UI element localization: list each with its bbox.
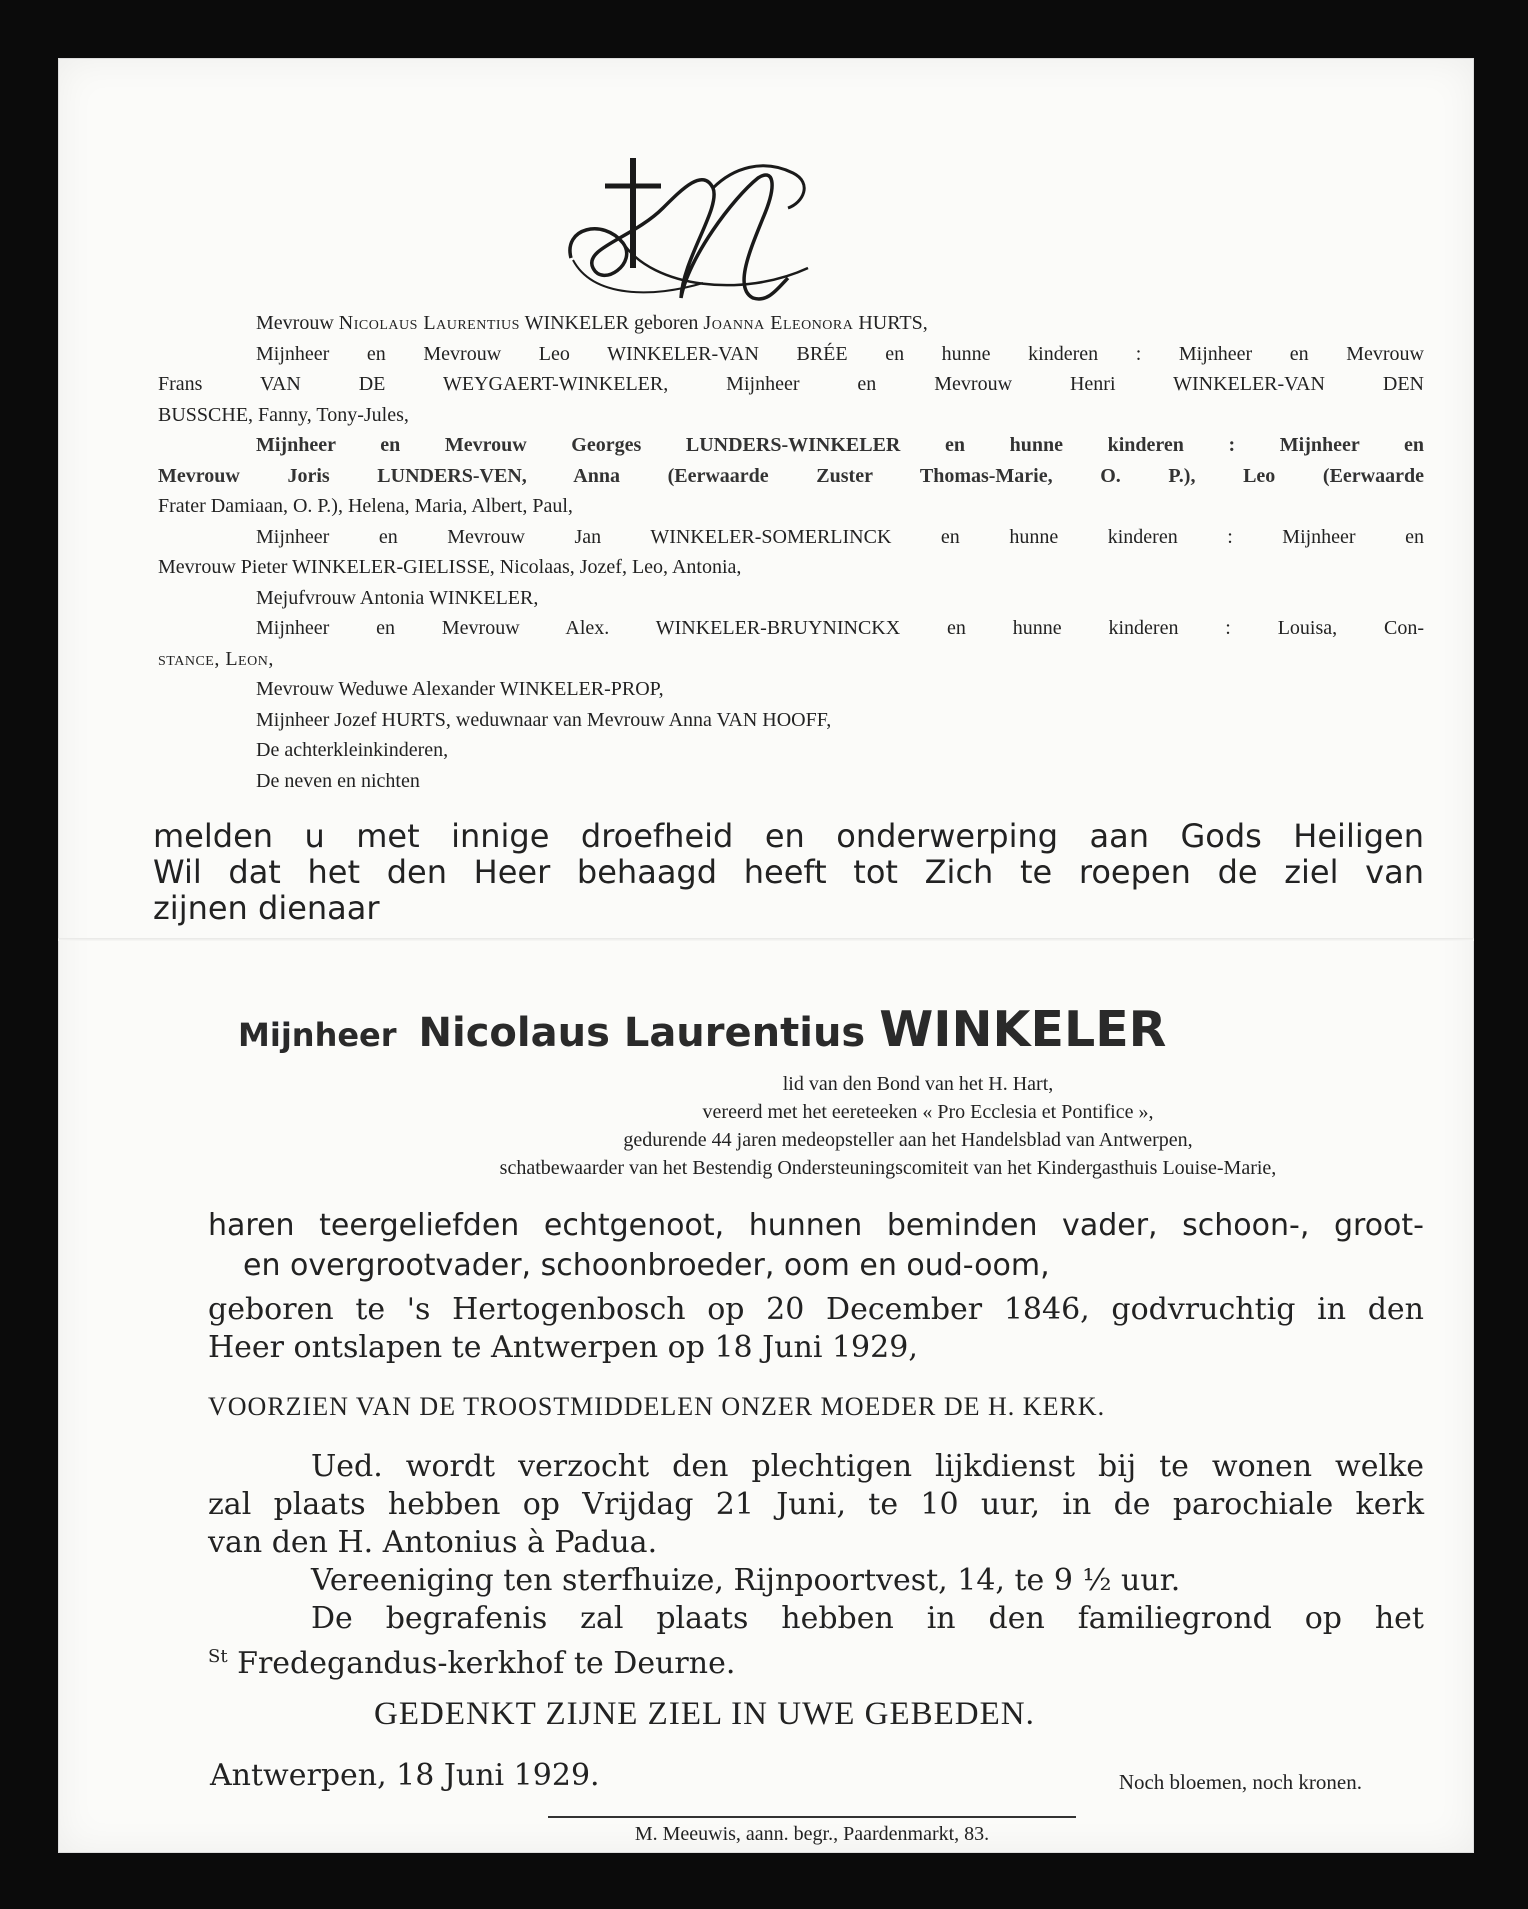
surname: WINKELER	[879, 1001, 1167, 1058]
family-line: Mijnheer en Mevrouw Georges LUNDERS-WINKELER en hunne kinderen : Mijnheer en	[256, 434, 1424, 456]
family-line: Mevrouw Pieter WINKELER-GIELISSE, Nicolaas, Jozef, Leo, Antonia,	[158, 556, 742, 578]
printer-divider	[548, 1816, 1076, 1818]
relations-text	[208, 1206, 1424, 1286]
prayer-line: GEDENKT ZIJNE ZIEL IN UWE GEBEDEN.	[374, 1696, 1035, 1732]
intro-line: Wil dat het den Heer behaagd heeft tot Zich te roepen de ziel van	[153, 853, 1424, 891]
intro-line: melden u met innige droefheid en onderwerping aan Gods Heiligen	[153, 817, 1424, 855]
paper-fold-line	[58, 938, 1474, 941]
cross-monogram-icon	[563, 148, 823, 318]
service-line: Vereeniging ten sterfhuize, Rijnpoortvest, 14, te 9 ½ uur.	[311, 1563, 1181, 1598]
family-line: stance, Leon,	[158, 647, 274, 670]
given-names: Nicolaus Laurentius	[418, 1010, 866, 1056]
relations-line: en overgrootvader, schoonbroeder, oom en oud-oom,	[243, 1248, 1050, 1283]
title-line: schatbewaarder van het Bestendig Ondersteuningscomiteit van het Kindergasthuis Louise-Marie,	[499, 1157, 1277, 1179]
no-flowers-note: Noch bloemen, noch kronen.	[1118, 1770, 1362, 1794]
family-line: Mijnheer en Mevrouw Leo WINKELER-VAN BRÉE en hunne kinderen : Mijnheer en Mevrouw	[256, 342, 1424, 365]
family-text: Joanna Eleonora	[703, 312, 854, 334]
saint-abbrev: St	[208, 1646, 228, 1667]
announcement-intro	[153, 818, 1424, 926]
family-text: HURTS,	[858, 312, 928, 334]
sacraments-line: VOORZIEN VAN DE TROOSTMIDDELEN ONZER MOEDER DE H. KERK.	[208, 1392, 1106, 1421]
family-list	[158, 308, 1424, 796]
family-line: Mevrouw Weduwe Alexander WINKELER-PROP,	[256, 678, 664, 700]
family-text: Nicolaus Laurentius	[338, 312, 520, 334]
family-line: Mevrouw Joris LUNDERS-VEN, Anna (Eerwaarde Zuster Thomas-Marie, O. P.), Leo (Eerwaarde	[158, 464, 1424, 487]
family-text: WINKELER	[524, 312, 629, 334]
place-date: Antwerpen, 18 Juni 1929.	[210, 1758, 600, 1793]
family-line: Mejufvrouw Antonia WINKELER,	[256, 586, 539, 609]
birth-line: geboren te 's Hertogenbosch op 20 December 1846, godvruchtig in den	[208, 1292, 1424, 1327]
family-line: De neven en nichten	[256, 769, 420, 792]
service-line: van den H. Antonius à Padua.	[208, 1525, 658, 1560]
family-line: BUSSCHE, Fanny, Tony-Jules,	[158, 403, 409, 426]
deceased-titles	[358, 1070, 1358, 1182]
family-line: Mijnheer Jozef HURTS, weduwnaar van Mevrouw Anna VAN HOOFF,	[256, 708, 832, 731]
service-line	[208, 1638, 1424, 1683]
service-text: Fredegandus-kerkhof te Deurne.	[237, 1646, 736, 1681]
family-line: De achterkleinkinderen,	[256, 739, 449, 761]
family-text: Mevrouw	[256, 312, 334, 334]
family-line	[158, 308, 1424, 339]
birth-death-text	[208, 1291, 1424, 1367]
title-line: gedurende 44 jaren medeopsteller aan het Handelsblad van Antwerpen,	[623, 1129, 1193, 1151]
service-details	[208, 1448, 1424, 1683]
family-line: Mijnheer en Mevrouw Alex. WINKELER-BRUYNINCKX en hunne kinderen : Louisa, Con-	[256, 617, 1424, 639]
service-line: zal plaats hebben op Vrijdag 21 Juni, te 10 uur, in de parochiale kerk	[208, 1487, 1424, 1522]
title-line: lid van den Bond van het H. Hart,	[782, 1073, 1054, 1095]
relations-line: haren teergeliefden echtgenoot, hunnen beminden vader, schoon-, groot-	[208, 1208, 1424, 1243]
intro-line: zijnen dienaar	[153, 889, 380, 927]
family-text: geboren	[634, 312, 699, 334]
birth-line: Heer ontslapen te Antwerpen op 18 Juni 1929,	[208, 1330, 918, 1365]
service-line: Ued. wordt verzocht den plechtigen lijkdienst bij te wonen welke	[311, 1449, 1424, 1484]
deceased-name	[238, 1001, 1388, 1058]
family-line: Frans VAN DE WEYGAERT-WINKELER, Mijnheer en Mevrouw Henri WINKELER-VAN DEN	[158, 373, 1424, 395]
printer-credit: M. Meeuwis, aann. begr., Paardenmarkt, 83.	[634, 1823, 990, 1845]
family-line: Frater Damiaan, O. P.), Helena, Maria, Albert, Paul,	[158, 495, 573, 517]
title-line: vereerd met het eereteeken « Pro Ecclesia et Pontifice »,	[702, 1101, 1154, 1123]
death-notice-sheet	[58, 58, 1474, 1853]
family-line: Mijnheer en Mevrouw Jan WINKELER-SOMERLINCK en hunne kinderen : Mijnheer en	[256, 525, 1424, 548]
service-line: De begrafenis zal plaats hebben in den familiegrond op het	[311, 1601, 1424, 1636]
honorific: Mijnheer	[238, 1016, 397, 1054]
